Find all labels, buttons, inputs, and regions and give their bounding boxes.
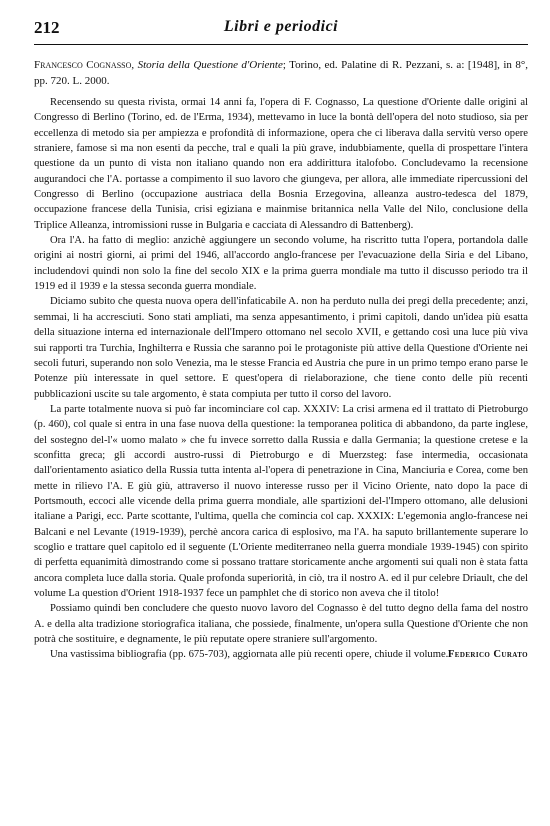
book-author: Francesco Cognasso xyxy=(34,59,132,71)
book-sep: , xyxy=(131,59,138,71)
page-number: 212 xyxy=(34,18,60,37)
book-title: Storia della Questione d'Oriente xyxy=(137,59,283,71)
paragraph-2: Ora l'A. ha fatto di meglio: anzichè aggiungere un secondo volume, ha riscritto tutta l'opera, portandola dalle origini ai nostri giorni, ai primi del 1946, all'accordo anglo-francese per l'evacuazione della Siria e del Libano, includendovi quindi non solo la fine del secolo XIX e la prima guerra mondiale ma tutto il discusso periodo tra il 1919 ed il 1939 e la stessa seconda guerra mondiale. xyxy=(34,235,528,293)
paragraph-3: Diciamo subito che questa nuova opera dell'infaticabile A. non ha perduto nulla dei pregi della precedente; anzi, semmai, li ha accresciuti. Sono stati ampliati, ma senza appesantimento, i primi capitoli, dando un'idea più esatta della situazione interna ed internazionale dell'Impero ottomano nel secolo XVII, e gettando così una luce più viva sui rapporti tra Turchia, Inghilterra e Russia che saranno poi le protagoniste più attive della Questione d'Oriente nei secoli futuri, superando non solo Venezia, ma le stesse Francia ed Austria che pure in un primo tempo erano parse le Potenze più interessate in quel settore. E quest'opera di rielaborazione, che tiene conto delle più recenti pubblicazioni uscite su tale argomento, è stata compiuta per tutto il corso del lavoro. xyxy=(34,296,528,400)
book-details: ; Torino, ed. Palatine di R. Pezzani, s. a: [1948], in 8°, pp. 720. L. 2000. xyxy=(34,59,528,87)
closing-paragraph xyxy=(34,647,528,662)
closing-text: Una vastissima bibliografia (pp. 675-703), aggiornata alle più recenti opere, chiude il volume. xyxy=(50,649,449,661)
paragraph-5: Possiamo quindi ben concludere che questo nuovo lavoro del Cognasso è del tutto degno della fama del nostro A. e della alta tradizione storiografica italiana, che possiede, finalmente, un'opera sulla Questione d'Oriente che non potrà che sostituire, e degnamente, le più reputate opere straniere sull'argomento. xyxy=(34,603,528,646)
page-header xyxy=(34,16,528,45)
running-title: Libri e periodici xyxy=(223,18,339,35)
paragraph-4: La parte totalmente nuova si può far incominciare col cap. XXXIV: La crisi armena ed il trattato di Pietroburgo (p. 460), col quale si entra in una fase nuova della questione: la temporanea politica di abbandono, da parte inglese, del sostegno del-l'« uomo malato » che fu invece sorretto dalla Russia e dalla Germania; la questione cretese e la sconfitta greca; gli accordi austro-russi di Pietroburgo e di Muerzsteg: fase intermedia, occasionata dall'orientamento asiatico della Russia tutta intenta al-l'opera di penetrazione in Cina, Manciuria e Corea, come ben mette in rilievo l'A. E giù giù, attraverso il nuovo interesse russo per il Vicino Oriente, nato dopo la pace di Portsmouth, eccoci alle vicende della prima guerra mondiale, alle spartizioni del-l'Impero ottomano, alle delusioni italiane a Parigi, ecc. Parte scottante, l'ultima, quella che comincia col cap. XXXIX: L'egemonia anglo-francese nei Balcani e nel Levante (1919-1939), perchè ancora carica di esplosivo, ma l'A. ha saputo brillantemente superare lo scoglio e trattare quel capitolo ed il seguente (L'Oriente mediterraneo nella guerra mondiale 1939-1945) con spirito di perfetta equanimità dimostrando come si possano trattare storicamente anche argomenti sui quali non è stata fatta ancora completa luce dalla storia. Quale profonda superiorità, in ciò, tra il nostro A. ed il pur celebre Driault, che del volume La question d'Orient 1918-1937 fece un pamphlet che di storico non aveva che il titolo! xyxy=(34,403,528,599)
reviewer-signature: Federico Curato xyxy=(447,649,528,661)
paragraph-1: Recensendo su questa rivista, ormai 14 anni fa, l'opera di F. Cognasso, La questione d'Oriente dalle origini al Congresso di Berlino (Torino, ed. de l'Erma, 1934), mettevamo in luce la bontà dell'opera del noto studioso, sia per eccellenza di metodo sia per ampiezza e profondità di informazione, opera che ci liberava dalla servitù verso opere straniere, famose sì ma non esenti da pecche, tral e quali la più grave, indubbiamente, quella di prospettare l'intera questione da un punto di vista non italiano quando non era addirittura italofobo. Concludevamo la recensione augurandoci che l'A. portasse a compimento il suo lavoro che giungeva, per allora, alle immediate ripercussioni del Congresso di Berlino (occupazione austriaca della Bosnia Erzegovina, alleanza austro-tedesca del 1879, occupazione francese della Tunisia, crisi egiziana e mainmise britannica nella Valle del Nilo, conclusione della Triplice Alleanza, intromissioni russe in Bulgaria e cacciata di Alessandro di Battenberg). xyxy=(34,97,528,231)
book-reference xyxy=(34,58,528,89)
review-body xyxy=(34,58,528,663)
